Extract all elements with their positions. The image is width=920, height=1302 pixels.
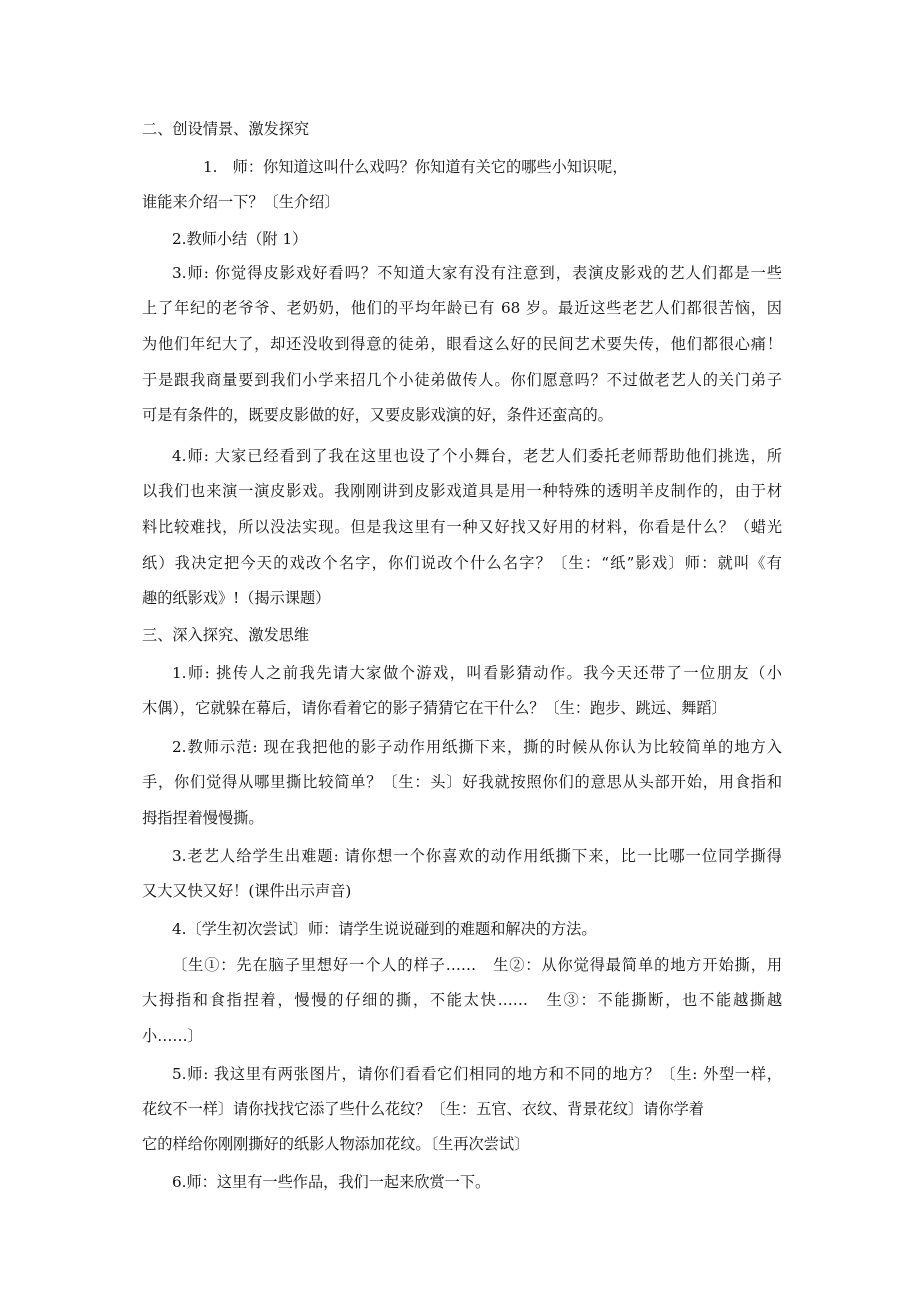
paragraph-line: 手，你们觉得从哪里撕比较简单？〔生：头〕好我就按照你们的意思从头部开始，用食指和 bbox=[142, 773, 782, 791]
section-heading-3: 三、深入探究、激发思维 bbox=[142, 626, 310, 644]
paragraph-line: 〔生①：先在脑子里想好一个人的样子…… 生②：从你觉得最简单的地方开始撕，用 bbox=[172, 956, 782, 974]
paragraph-line: 料比较难找，所以没法实现。但是我这里有一种又好找又好用的材料，你看是什么？（蜡光 bbox=[142, 518, 782, 536]
paragraph-line: 3.师: 你觉得皮影戏好看吗？不知道大家有没有注意到，表演皮影戏的艺人们都是一些 bbox=[172, 264, 782, 282]
paragraph-line: 以我们也来演一演皮影戏。我刚刚讲到皮影戏道具是用一种特殊的透明羊皮制作的，由于材 bbox=[142, 482, 782, 500]
paragraph-line: 2.教师示范: 现在我把他的影子动作用纸撕下来，撕的时候从你认为比较简单的地方入 bbox=[172, 738, 782, 756]
paragraph-line: 又大又快又好！(课件出示声音) bbox=[142, 882, 352, 900]
paragraph-line: 木偶），它就躲在幕后，请你看着它的影子猜猜它在干什么？〔生：跑步、跳远、舞蹈〕 bbox=[142, 699, 727, 717]
paragraph-line: 可是有条件的，既要皮影做的好，又要皮影戏演的好，条件还蛮高的。 bbox=[142, 406, 613, 424]
paragraph-line: 6.师：这里有一些作品，我们一起来欣赏一下。 bbox=[172, 1173, 491, 1191]
paragraph-line: 花纹不一样〕请你找找它添了些什么花纹？〔生：五官、衣纹、背景花纹〕请你学着 bbox=[142, 1100, 704, 1118]
paragraph-line: 为他们年纪大了，却还没收到得意的徒弟，眼看这么好的民间艺术要失传，他们都很心痛！ bbox=[142, 335, 782, 353]
paragraph-line: 3.老艺人给学生出难题: 请你想一个你喜欢的动作用纸撕下来，比一比哪一位同学撕得 bbox=[172, 847, 782, 865]
paragraph-line: 趣的纸影戏》!（揭示课题） bbox=[142, 589, 331, 607]
paragraph-line: 5.师: 我这里有两张图片，请你们看看它们相同的地方和不同的地方？〔生: 外型一样， bbox=[172, 1065, 782, 1083]
paragraph-line: 上了年纪的老爷爷、老奶奶，他们的平均年龄已有 68 岁。最近这些老艺人们都很苦恼，因 bbox=[142, 299, 782, 317]
section-heading-2: 二、创设情景、激发探究 bbox=[142, 120, 310, 138]
paragraph-line: 小……〕 bbox=[142, 1027, 203, 1045]
paragraph-line: 拇指捏着慢慢撕。 bbox=[142, 809, 264, 827]
paragraph-line: 它的样给你刚刚撕好的纸影人物添加花纹。〔生再次尝试〕 bbox=[142, 1135, 530, 1153]
paragraph-line: 于是跟我商量要到我们小学来招几个小徒弟做传人。你们愿意吗？不过做老艺人的关门弟子 bbox=[142, 371, 782, 389]
paragraph-line: 4.师: 大家已经看到了我在这里也设了个小舞台，老艺人们委托老师帮助他们挑选，所 bbox=[172, 447, 782, 465]
paragraph-line: 谁能来介绍一下？〔生介绍〕 bbox=[142, 193, 340, 211]
paragraph-line: 1. 师：你知道这叫什么戏吗？你知道有关它的哪些小知识呢， bbox=[203, 158, 628, 176]
paragraph-line: 1.师: 挑传人之前我先请大家做个游戏，叫看影猜动作。我今天还带了一位朋友（小 bbox=[172, 664, 782, 682]
paragraph-line: 4.〔学生初次尝试〕师：请学生说说碰到的难题和解决的方法。 bbox=[172, 920, 597, 938]
paragraph-line: 2.教师小结（附 1） bbox=[172, 230, 308, 248]
paragraph-line: 大拇指和食指捏着，慢慢的仔细的撕，不能太快…… 生③：不能撕断，也不能越撕越 bbox=[142, 991, 782, 1009]
paragraph-line: 纸）我决定把今天的戏改个名字，你们说改个什么名字？〔生：“纸”影戏〕师：就叫《有 bbox=[142, 554, 782, 572]
